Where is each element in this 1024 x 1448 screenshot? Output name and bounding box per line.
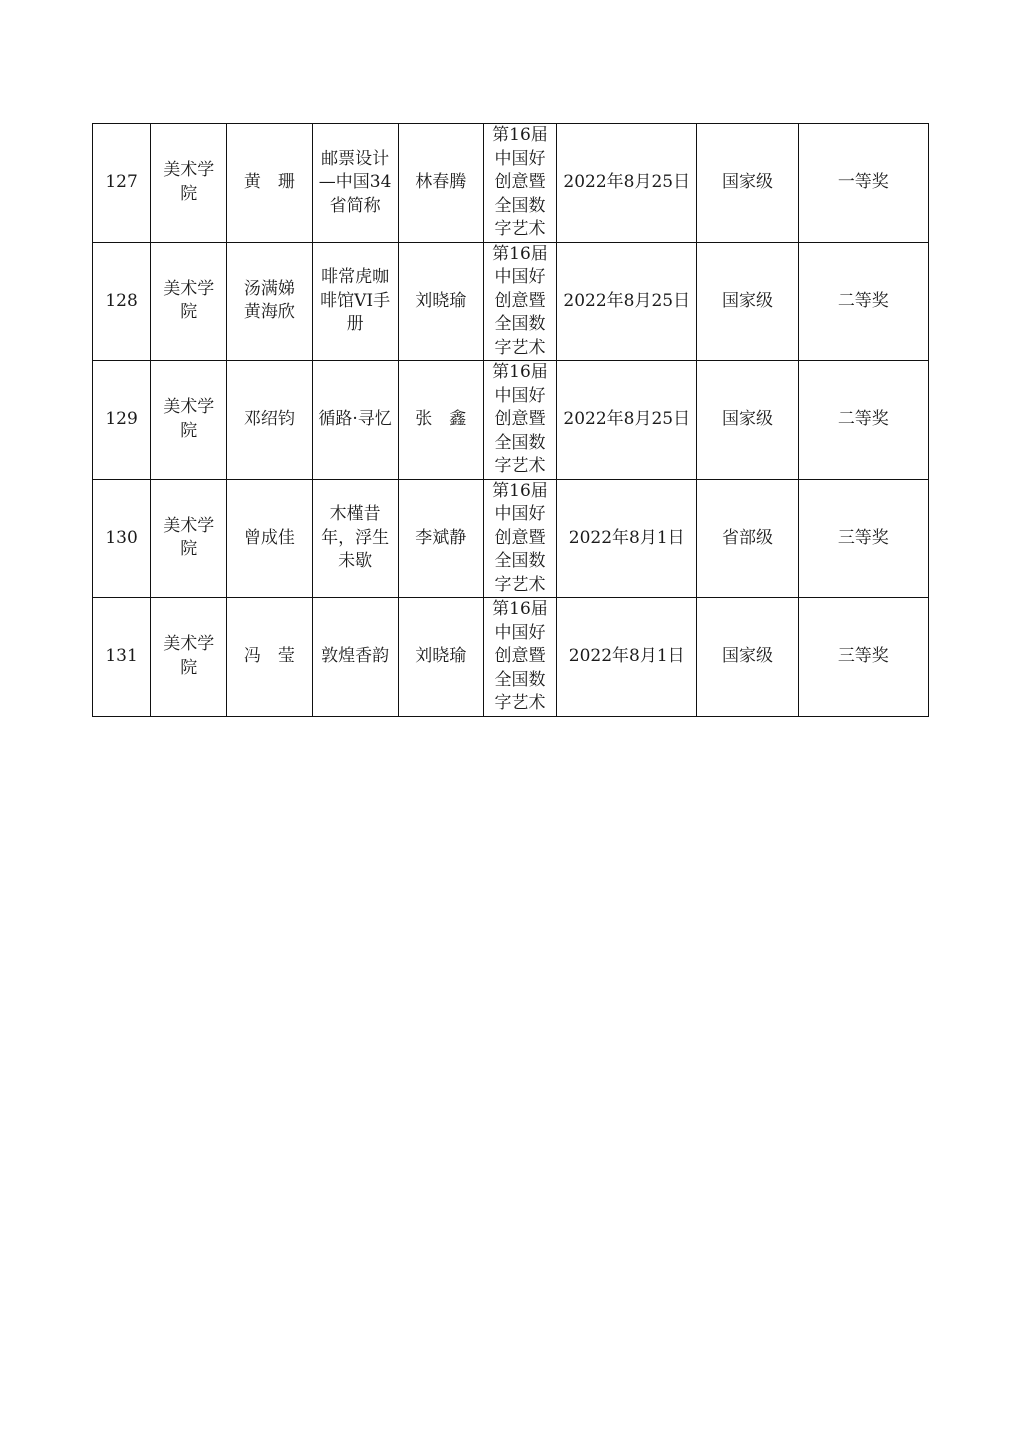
- student-cell: 邓绍钧: [227, 361, 312, 480]
- college-cell: 美术学院: [151, 479, 227, 598]
- level-cell: 国家级: [697, 242, 798, 361]
- date-cell: 2022年8月25日: [557, 124, 697, 243]
- table-row: [93, 361, 929, 480]
- award-cell: 一等奖: [798, 124, 928, 243]
- teacher-cell: 张 鑫: [398, 361, 483, 480]
- competition-cell: 第16届中国好创意暨全国数字艺术: [483, 598, 556, 717]
- teacher-cell: 李斌静: [398, 479, 483, 598]
- date-cell: 2022年8月25日: [557, 361, 697, 480]
- date-cell: 2022年8月1日: [557, 479, 697, 598]
- level-cell: 国家级: [697, 361, 798, 480]
- student-cell: 黄 珊: [227, 124, 312, 243]
- level-cell: 国家级: [697, 124, 798, 243]
- table-row: [93, 479, 929, 598]
- college-cell: 美术学院: [151, 242, 227, 361]
- college-cell: 美术学院: [151, 124, 227, 243]
- award-cell: 二等奖: [798, 242, 928, 361]
- student-cell: 冯 莹: [227, 598, 312, 717]
- work-title-cell: 循路·寻忆: [312, 361, 398, 480]
- level-cell: 国家级: [697, 598, 798, 717]
- competition-cell: 第16届中国好创意暨全国数字艺术: [483, 361, 556, 480]
- teacher-cell: 林春腾: [398, 124, 483, 243]
- work-title-cell: 啡常虎咖啡馆VI手册: [312, 242, 398, 361]
- award-cell: 二等奖: [798, 361, 928, 480]
- row-number: 129: [93, 361, 151, 480]
- award-cell: 三等奖: [798, 598, 928, 717]
- table-row: [93, 124, 929, 243]
- competition-cell: 第16届中国好创意暨全国数字艺术: [483, 124, 556, 243]
- work-title-cell: 敦煌香韵: [312, 598, 398, 717]
- table-row: [93, 598, 929, 717]
- level-cell: 省部级: [697, 479, 798, 598]
- student-cell: 汤满娣黄海欣: [227, 242, 312, 361]
- teacher-cell: 刘晓瑜: [398, 598, 483, 717]
- row-number: 127: [93, 124, 151, 243]
- award-table: [92, 123, 929, 717]
- college-cell: 美术学院: [151, 361, 227, 480]
- college-cell: 美术学院: [151, 598, 227, 717]
- competition-cell: 第16届中国好创意暨全国数字艺术: [483, 242, 556, 361]
- work-title-cell: 邮票设计—中国34省简称: [312, 124, 398, 243]
- award-cell: 三等奖: [798, 479, 928, 598]
- row-number: 130: [93, 479, 151, 598]
- row-number: 131: [93, 598, 151, 717]
- date-cell: 2022年8月25日: [557, 242, 697, 361]
- student-cell: 曾成佳: [227, 479, 312, 598]
- table-row: [93, 242, 929, 361]
- row-number: 128: [93, 242, 151, 361]
- competition-cell: 第16届中国好创意暨全国数字艺术: [483, 479, 556, 598]
- date-cell: 2022年8月1日: [557, 598, 697, 717]
- work-title-cell: 木槿昔年，浮生未歇: [312, 479, 398, 598]
- teacher-cell: 刘晓瑜: [398, 242, 483, 361]
